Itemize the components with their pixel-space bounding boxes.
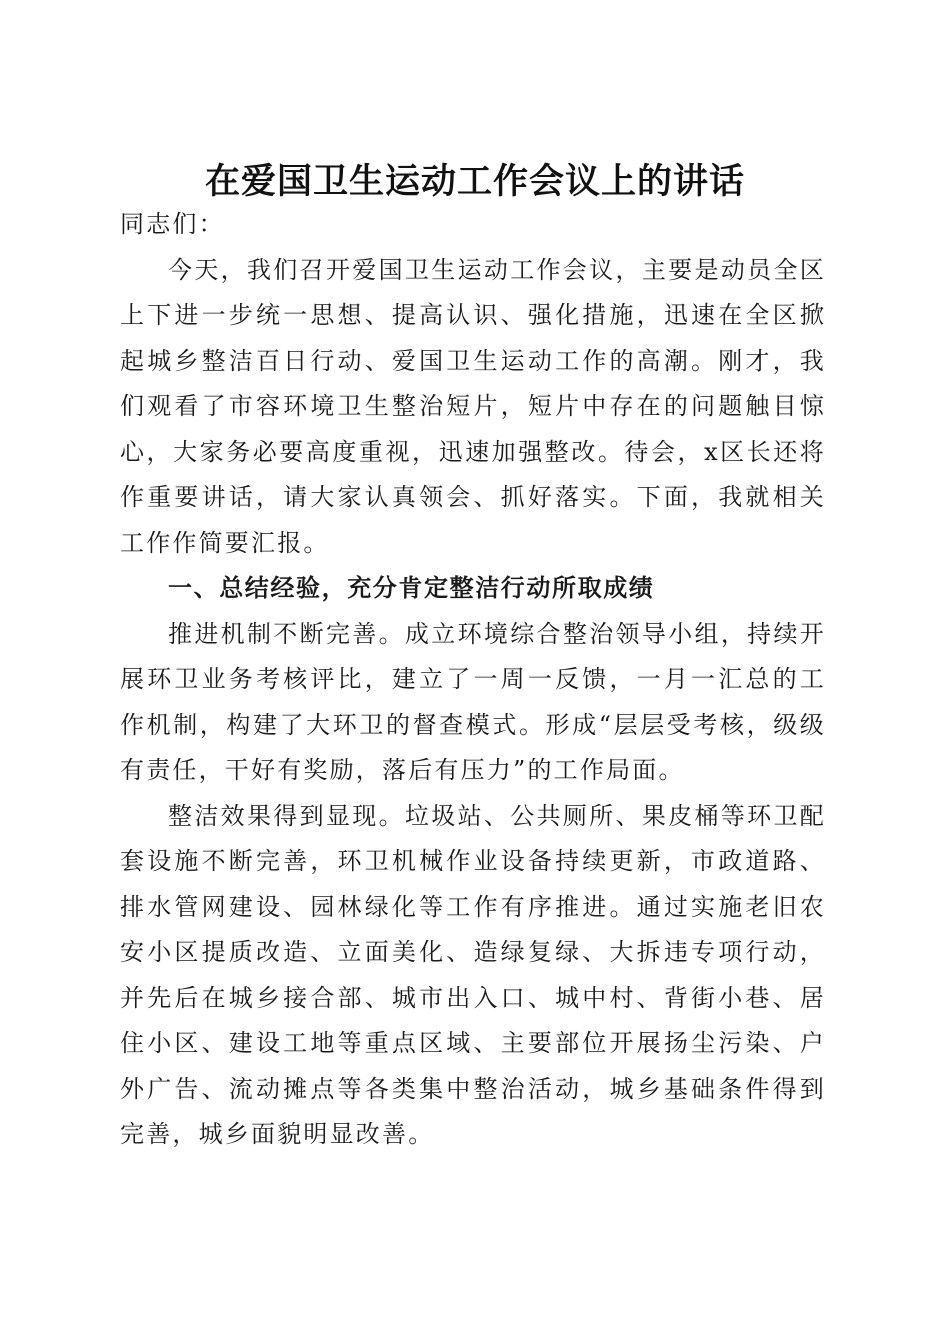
document-body <box>120 202 826 1158</box>
section-paragraph-results: 整洁效果得到显现。垃圾站、公共厕所、果皮桶等环卫配套设施不断完善，环卫机械作业设备持续更新，市政道路、排水管网建设、园林绿化等工作有序推进。通过实施老旧农安小区提质改造、立面美化、造绿复绿、大拆违专项行动，并先后在城乡接合部、城市出入口、城中村、背街小巷、居住小区、建设工地等重点区域、主要部位开展扬尘污染、户外广告、流动摊点等各类集中整治活动，城乡基础条件得到完善，城乡面貌明显改善。 <box>120 801 826 1148</box>
document-title: 在爱国卫生运动工作会议上的讲话 <box>204 161 745 203</box>
salutation: 同志们： <box>120 210 225 238</box>
intro-paragraph: 今天，我们召开爱国卫生运动工作会议，主要是动员全区上下进一步统一思想、提高认识、强化措施，迅速在全区掀起城乡整洁百日行动、爱国卫生运动工作的高潮。刚才，我们观看了市容环境卫生整治短片，短片中存在的问题触目惊心，大家务必要高度重视，迅速加强整改。待会，x区长还将作重要讲话，请大家认真领会、抓好落实。下面，我就相关工作作简要汇报。 <box>120 255 826 557</box>
section-paragraph-mechanism: 推进机制不断完善。成立环境综合整治领导小组，持续开展环卫业务考核评比，建立了一周一反馈，一月一汇总的工作机制，构建了大环卫的督查模式。形成“层层受考核，级级有责任，干好有奖励，落后有压力”的工作局面。 <box>120 619 826 784</box>
section-heading: 一、总结经验，充分肯定整洁行动所取成绩 <box>168 574 655 602</box>
